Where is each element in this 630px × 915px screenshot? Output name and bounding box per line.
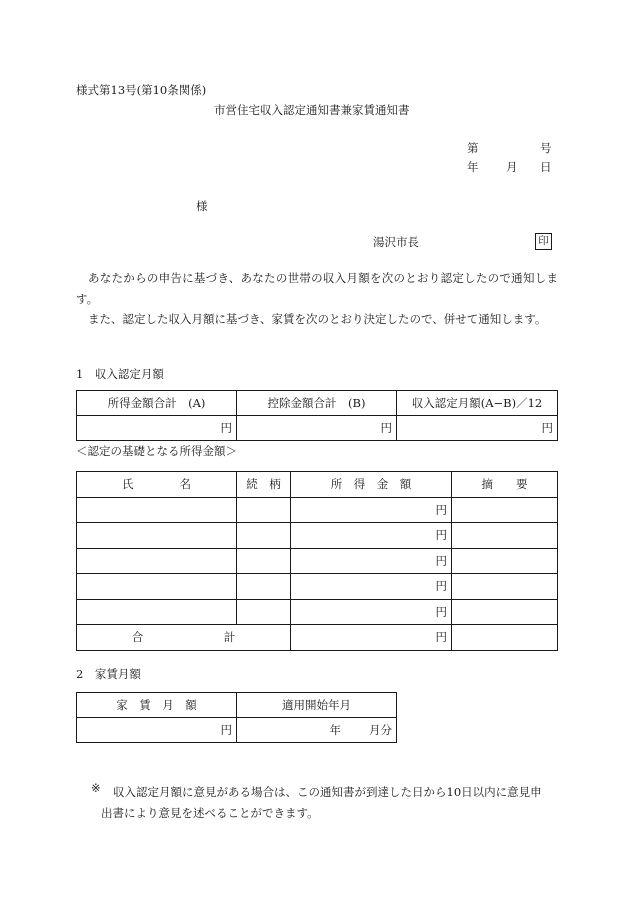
start-month-label: 月分 [369,723,392,737]
start-year-label: 年 [329,723,341,737]
total-label: 合 計 [77,625,291,651]
table-row [77,497,558,523]
body-paragraph-1: あなたからの申告に基づき、あなたの世帯の収入月額を次のとおり認定したので通知します。 [76,271,558,306]
cell-deduction-total: 円 [237,416,397,441]
table-row [77,523,558,549]
cell-name [77,599,237,625]
rent-table [76,692,397,743]
income-table [76,390,558,441]
cell-remarks [452,523,558,549]
cell-relation [237,599,291,625]
cell-remarks [452,548,558,574]
cell-name [77,574,237,600]
cell-remarks [452,497,558,523]
cell-relation [237,574,291,600]
cell-income-total: 円 [77,416,237,441]
form-number: 様式第13号(第10条関係) [76,83,207,97]
basis-table [76,471,558,651]
table-row-total [77,625,558,651]
table-row [77,391,558,416]
issuer-name: 湯沢市長 [373,235,419,249]
cell-relation [237,497,291,523]
cell-rent: 円 [77,718,237,743]
table-row [77,472,558,498]
header-name: 氏 名 [77,472,237,498]
total-amount: 円 [291,625,452,651]
cell-name [77,523,237,549]
cell-name [77,497,237,523]
header-start-month: 適用開始年月 [237,693,397,718]
cell-amount: 円 [291,574,452,600]
recipient-suffix: 様 [196,199,208,213]
table-row [77,693,397,718]
header-monthly-income: 収入認定月額(A−B)／12 [397,391,558,416]
cell-relation [237,523,291,549]
cell-remarks [452,574,558,600]
header-income-total: 所得金額合計 (A) [77,391,237,416]
number-label: 第 [467,141,479,155]
table-row [77,599,558,625]
date-month-label: 月 [506,160,518,174]
header-rent: 家 賃 月 額 [77,693,237,718]
date-day-label: 日 [540,160,552,174]
note-mark: ※ [91,781,101,795]
cell-amount: 円 [291,599,452,625]
cell-relation [237,548,291,574]
header-remarks: 摘 要 [452,472,558,498]
cell-amount: 円 [291,548,452,574]
table-row [77,416,558,441]
header-relation: 続 柄 [237,472,291,498]
cell-amount: 円 [291,523,452,549]
seal-mark: 印 [535,233,552,250]
section2-heading: 2 家賃月額 [76,667,141,681]
note-text: 収入認定月額に意見がある場合は、この通知書が到達した日から10日以内に意見申出書により意見を述べることができます。 [101,785,542,820]
basis-heading: ＜認定の基礎となる所得金額＞ [76,444,237,458]
cell-remarks [452,599,558,625]
header-amount: 所 得 金 額 [291,472,452,498]
table-row [77,718,397,743]
cell-amount: 円 [291,497,452,523]
document-title: 市営住宅収入認定通知書兼家賃通知書 [214,103,410,117]
table-row [77,574,558,600]
body-paragraph-2: また、認定した収入月額に基づき、家賃を次のとおり決定したので、併せて通知します。 [88,312,547,326]
total-remarks [452,625,558,651]
cell-name [77,548,237,574]
cell-monthly-income: 円 [397,416,558,441]
table-row [77,548,558,574]
section1-heading: 1 収入認定月額 [76,367,164,381]
number-unit: 号 [540,141,552,155]
date-year-label: 年 [467,160,479,174]
cell-start-month [237,718,397,743]
header-deduction-total: 控除金額合計 (B) [237,391,397,416]
